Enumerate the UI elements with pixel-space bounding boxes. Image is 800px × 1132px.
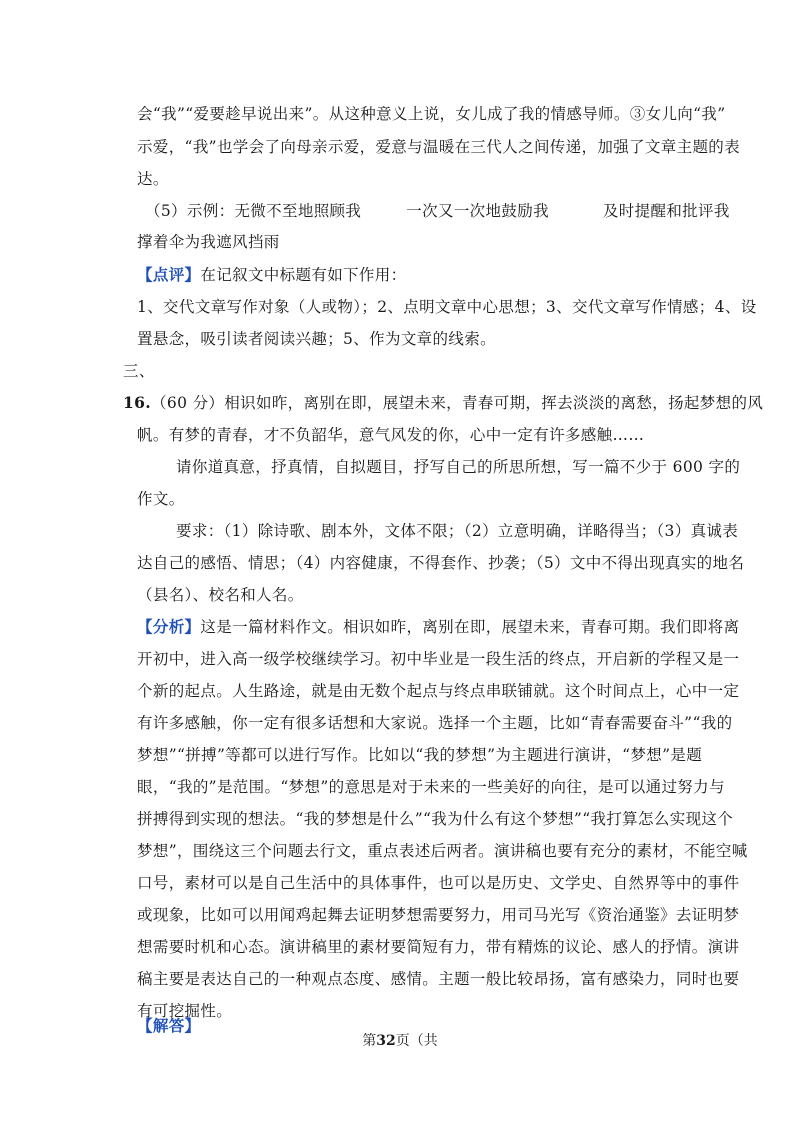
prompt-line-2: 作文。 [137, 490, 185, 508]
comment-text: 在记叙文中标题有如下作用： [200, 266, 407, 284]
analysis-line: 梦想”“拼搏”等都可以进行写作。比如以“我的梦想”为主题进行演讲，“梦想”是题 [137, 746, 703, 764]
analysis-line: 或现象，比如可以用闻鸡起舞去证明梦想需要努力，用司马光写《资治通鉴》去证明梦 [137, 906, 740, 924]
requirements-line-3: （县名）、校名和人名。 [137, 586, 304, 604]
analysis-line: 梦想”，围绕这三个问题去行文，重点表述后两者。演讲稿也要有充分的素材，不能空喊 [137, 842, 748, 860]
comment-line-2: 置悬念，吸引读者阅读兴趣；5、作为文章的线索。 [137, 330, 496, 348]
analysis-heading [137, 617, 739, 637]
prompt-line-1: 请你道真意，抒真情，自拟题目，抒写自己的所思所想，写一篇不少于 600 字的 [176, 458, 741, 476]
analysis-line: 有许多感触，你一定有很多话想和大家说。选择一个主题，比如“青春需要奋斗”“我的 [137, 714, 733, 732]
answer-line-3: 达。 [137, 170, 169, 188]
item5-example-d: 撑着伞为我遮风挡雨 [137, 233, 280, 251]
comment-tag: 【点评】 [137, 265, 201, 284]
answer-tag: 【解答】 [137, 1016, 201, 1035]
question-number: 16. [123, 393, 152, 412]
footer-page-number: 32 [376, 1033, 396, 1049]
item5-example-a: （5）示例：无微不至地照顾我 [145, 202, 362, 220]
analysis-line: 眼，“我的”是范围。“梦想”的意思是对于未来的一些美好的向往，是可以通过努力与 [137, 778, 725, 796]
question-line-2: 帆。有梦的青春，才不负韶华，意气风发的你，心中一定有许多感触…… [137, 426, 645, 444]
analysis-line: 口号，素材可以是自己生活中的具体事件，也可以是历史、文学史、自然界等中的事件 [137, 874, 740, 892]
requirements-line-2: 达自己的感悟、情思；（4）内容健康，不得套作、抄袭；（5）文中不得出现真实的地名 [137, 554, 745, 572]
comment-line-1: 1、交代文章写作对象（人或物）；2、点明文章中心思想；3、交代文章写作情感；4、设 [137, 298, 757, 316]
item5-example-c: 及时提醒和批评我 [602, 202, 730, 220]
analysis-line: 想需要时机和心态。演讲稿里的素材要简短有力，带有精炼的议论、感人的抒情。演讲 [137, 938, 740, 956]
page-footer [0, 1032, 800, 1050]
analysis-tag: 【分析】 [137, 617, 201, 636]
question-16 [123, 393, 763, 413]
footer-suffix: 页（共 [395, 1033, 438, 1049]
answer-line-2: 示爱，“我”也学会了向母亲示爱，爱意与温暖在三代人之间传递，加强了文章主题的表 [137, 138, 741, 156]
analysis-line: 个新的起点。人生路途，就是由无数个起点与终点串联铺就。这个时间点上，心中一定 [137, 682, 740, 700]
analysis-line: 有可挖掘性。 [137, 1002, 233, 1020]
question-line-1: （60 分）相识如昨，离别在即，展望未来，青春可期，挥去淡淡的离愁，扬起梦想的风 [151, 394, 764, 412]
analysis-line: 开初中，进入高一级学校继续学习。初中毕业是一段生活的终点，开启新的学程又是一 [137, 650, 740, 668]
requirements-line-1: 要求：（1）除诗歌、剧本外，文体不限；（2）立意明确，详略得当；（3）真诚表 [176, 522, 739, 540]
analysis-line: 拼搏得到实现的想法。“我的梦想是什么”“我为什么有这个梦想”“我打算怎么实现这个 [137, 810, 734, 828]
section-heading: 三、 [123, 362, 155, 380]
comment-heading [137, 265, 406, 285]
analysis-first-line: 这是一篇材料作文。相识如昨，离别在即，展望未来，青春可期。我们即将离 [200, 618, 740, 636]
answer-line-1: 会“我”“爱要趁早说出来”。从这种意义上说，女儿成了我的情感导师。③女儿向“我” [137, 105, 726, 123]
item5-example-b: 一次又一次地鼓励我 [406, 202, 549, 220]
answer-item-5 [145, 201, 730, 221]
footer-prefix: 第 [362, 1033, 377, 1049]
analysis-line: 稿主要是表达自己的一种观点态度、感情。主题一般比较昂扬，富有感染力，同时也要 [137, 970, 740, 988]
